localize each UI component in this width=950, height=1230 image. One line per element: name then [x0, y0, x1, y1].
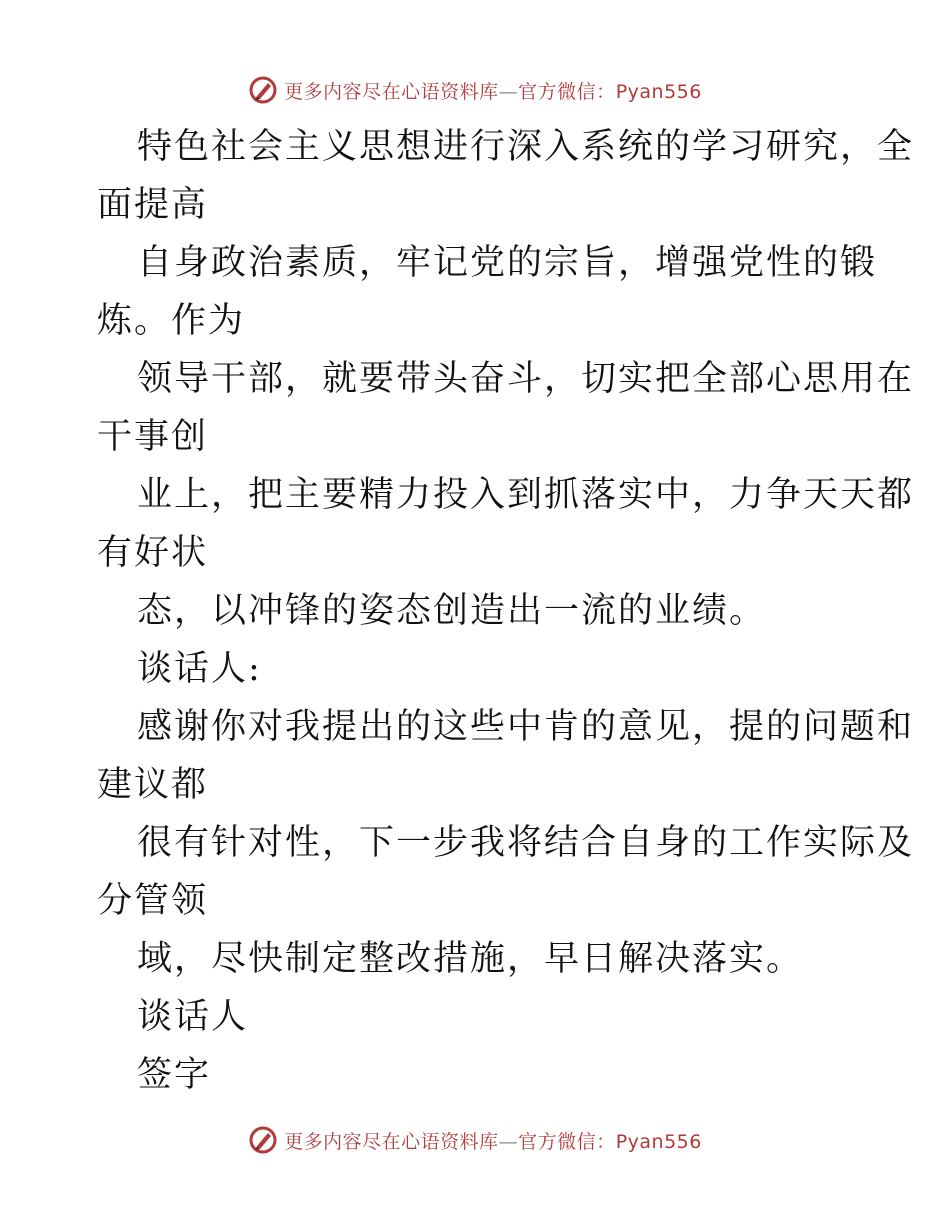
body-line: 域，尽快制定整改措施，早日解决落实。 — [137, 939, 804, 979]
header-banner-text — [284, 77, 702, 104]
pen-logo-icon — [248, 1125, 278, 1155]
body-line: 面提高 — [97, 185, 209, 225]
footer-banner-content — [248, 1125, 702, 1155]
footer-banner-text — [284, 1127, 702, 1154]
document-body — [97, 118, 915, 1104]
footer-site-text: 更多内容尽在心语资料库 — [284, 1130, 499, 1153]
signature-label: 签字 — [137, 1055, 212, 1095]
header-banner-content — [248, 75, 702, 105]
body-line: 分管领 — [97, 881, 209, 921]
body-line: 特色社会主义思想进行深入系统的学习研究，全 — [137, 127, 915, 167]
footer-wechat-id: Pyan556 — [615, 1130, 702, 1153]
body-line: 态，以冲锋的姿态创造出一流的业绩。 — [137, 591, 767, 631]
body-line: 领导干部，就要带头奋斗，切实把全部心思用在 — [137, 359, 915, 399]
header-site-text: 更多内容尽在心语资料库 — [284, 80, 499, 103]
body-line: 建议都 — [97, 765, 209, 805]
footer-wechat-label: 官方微信： — [518, 1130, 616, 1153]
body-line: 有好状 — [97, 533, 209, 573]
body-line: 很有针对性，下一步我将结合自身的工作实际及 — [137, 823, 915, 863]
body-line: 业上，把主要精力投入到抓落实中，力争天天都 — [137, 475, 915, 515]
header-separator: — — [498, 80, 519, 103]
speaker-label: 谈话人 — [137, 997, 249, 1037]
header-wechat-label: 官方微信： — [518, 80, 616, 103]
speaker-label: 谈话人: — [137, 649, 262, 689]
body-line: 自身政治素质，牢记党的宗旨，增强党性的锻 — [137, 243, 878, 283]
body-line: 干事创 — [97, 417, 209, 457]
header-wechat-id: Pyan556 — [615, 80, 702, 103]
footer-banner — [0, 1120, 950, 1160]
body-line: 炼。作为 — [97, 301, 246, 341]
header-banner — [0, 70, 950, 110]
pen-logo-icon — [248, 75, 278, 105]
footer-separator: — — [498, 1130, 519, 1153]
body-line: 感谢你对我提出的这些中肯的意见，提的问题和 — [137, 707, 915, 747]
